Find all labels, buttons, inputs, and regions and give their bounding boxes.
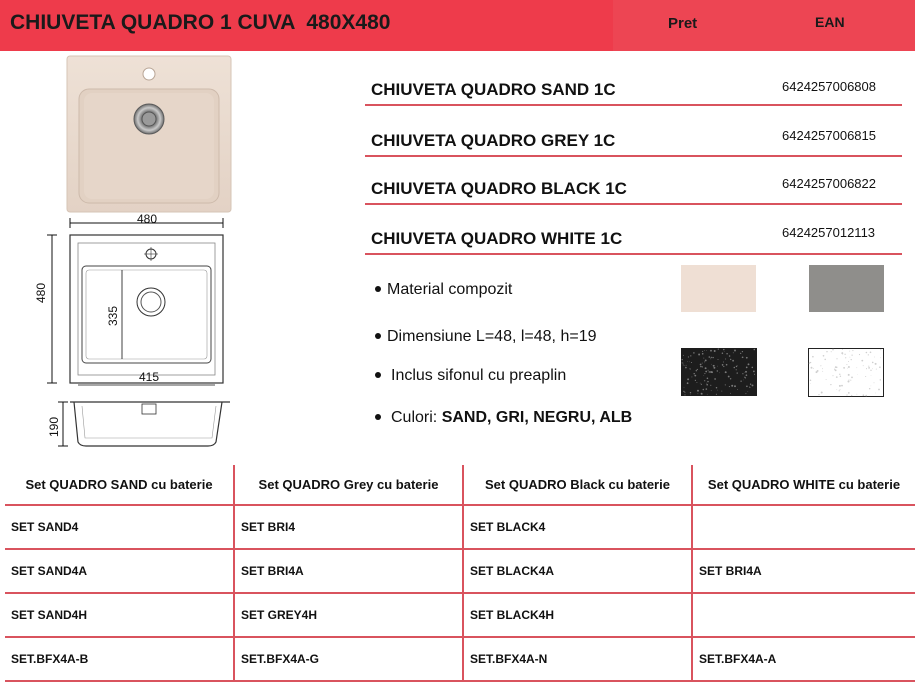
- feature-material: Material compozit: [375, 281, 512, 299]
- table-header-row: [5, 465, 915, 505]
- bullet-icon: [375, 414, 381, 420]
- table-cell: SET SAND4: [5, 505, 234, 549]
- table-header: Set QUADRO Black cu baterie: [463, 465, 692, 505]
- page-title: CHIUVETA QUADRO 1 CUVA 480X480: [10, 11, 391, 34]
- product-name: CHIUVETA QUADRO BLACK 1C: [371, 179, 627, 198]
- swatch-black: [681, 348, 757, 396]
- table-cell: SET SAND4A: [5, 549, 234, 593]
- product-row: [365, 217, 902, 255]
- table-header: Set QUADRO Grey cu baterie: [234, 465, 463, 505]
- table-cell: SET.BFX4A-N: [463, 637, 692, 681]
- table-cell: SET.BFX4A-G: [234, 637, 463, 681]
- table-row: [5, 593, 915, 637]
- product-ean: 6424257012113: [782, 225, 876, 240]
- technical-drawing: [30, 210, 240, 450]
- product-ean: 6424257006815: [782, 128, 876, 143]
- ean-column-header: EAN: [815, 14, 845, 30]
- table-cell: SET BRI4: [234, 505, 463, 549]
- dim-depth-190: 190: [47, 416, 61, 437]
- product-row: [365, 167, 902, 205]
- bullet-icon: [375, 286, 381, 292]
- dim-width-480: 480: [137, 212, 158, 226]
- table-cell: SET.BFX4A-B: [5, 637, 234, 681]
- product-row: [365, 119, 902, 157]
- table-cell: SET BLACK4A: [463, 549, 692, 593]
- table-cell: [692, 505, 915, 549]
- product-row: [365, 68, 902, 106]
- product-name: CHIUVETA QUADRO SAND 1C: [371, 80, 616, 99]
- table-cell: SET SAND4H: [5, 593, 234, 637]
- price-column-header: Pret: [668, 15, 698, 32]
- product-name: CHIUVETA QUADRO WHITE 1C: [371, 229, 623, 248]
- dim-inner-335: 335: [106, 305, 120, 326]
- product-ean: 6424257006808: [782, 79, 876, 94]
- table-cell: [692, 593, 915, 637]
- swatch-white: [808, 348, 884, 397]
- dim-inner-415: 415: [139, 370, 160, 384]
- header-bar-right: [613, 0, 915, 51]
- sets-table: [5, 465, 915, 682]
- bullet-icon: [375, 333, 381, 339]
- product-ean: 6424257006822: [782, 176, 876, 191]
- table-cell: SET BLACK4: [463, 505, 692, 549]
- swatch-grey: [809, 265, 884, 312]
- feature-dimensions: Dimensiune L=48, l=48, h=19: [375, 328, 596, 346]
- bullet-icon: [375, 372, 381, 378]
- table-row: [5, 505, 915, 549]
- table-cell: SET BRI4A: [234, 549, 463, 593]
- table-row: [5, 637, 915, 681]
- table-cell: SET.BFX4A-A: [692, 637, 915, 681]
- table-cell: SET BRI4A: [692, 549, 915, 593]
- table-header: Set QUADRO WHITE cu baterie: [692, 465, 915, 505]
- feature-colors: Culori: SAND, GRI, NEGRU, ALB: [375, 409, 632, 427]
- feature-siphon: Inclus sifonul cu preaplin: [375, 367, 566, 385]
- swatch-sand: [681, 265, 756, 312]
- table-cell: SET BLACK4H: [463, 593, 692, 637]
- table-header: Set QUADRO SAND cu baterie: [5, 465, 234, 505]
- product-name: CHIUVETA QUADRO GREY 1C: [371, 131, 616, 150]
- sink-product-photo: [66, 55, 232, 213]
- table-row: [5, 549, 915, 593]
- table-cell: SET GREY4H: [234, 593, 463, 637]
- dim-height-480: 480: [34, 282, 48, 303]
